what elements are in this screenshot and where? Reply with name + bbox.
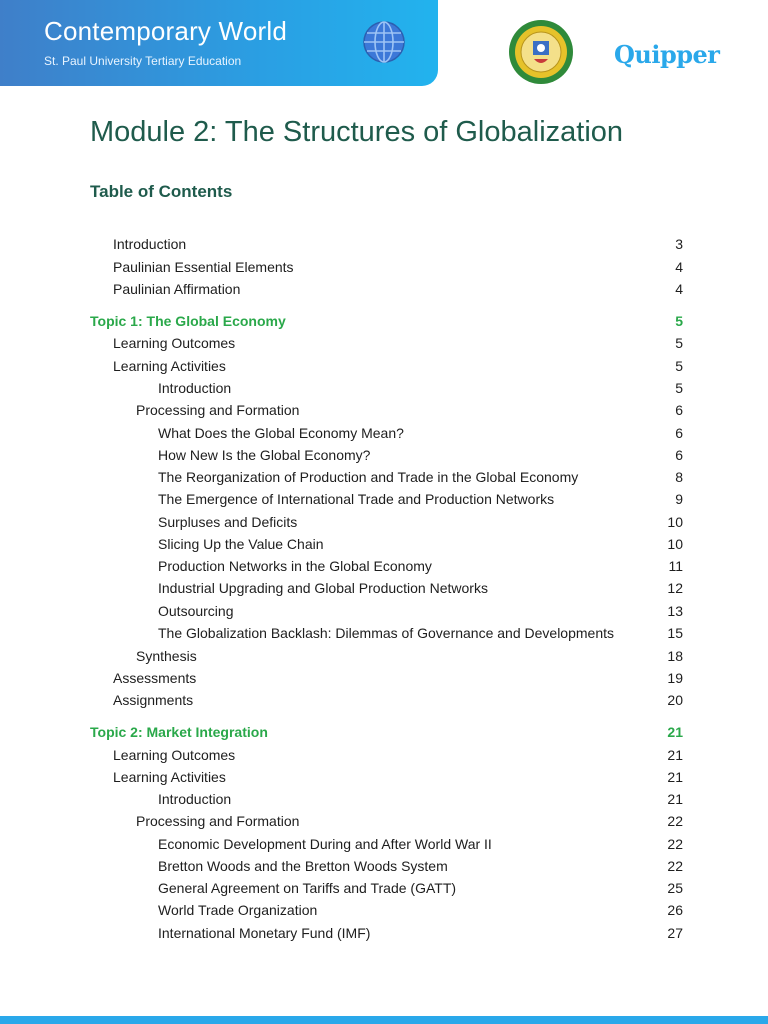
- toc-page-number: 8: [675, 469, 683, 485]
- toc-entry-label: Economic Development During and After World War II: [158, 836, 492, 852]
- toc-page-number: 10: [667, 536, 683, 552]
- toc-entry-label: How New Is the Global Economy?: [158, 447, 371, 463]
- toc-row[interactable]: [0, 234, 768, 254]
- toc-page-number: 5: [675, 358, 683, 374]
- toc-row[interactable]: [0, 534, 768, 554]
- toc-row[interactable]: [0, 512, 768, 532]
- toc-entry-label: International Monetary Fund (IMF): [158, 925, 371, 941]
- toc-page-number: 12: [667, 580, 683, 596]
- toc-row[interactable]: [0, 578, 768, 598]
- toc-row[interactable]: [0, 900, 768, 920]
- globe-icon: [362, 20, 406, 64]
- toc-page-number: 5: [675, 335, 683, 351]
- toc-page-number: 21: [667, 769, 683, 785]
- toc-row[interactable]: [0, 445, 768, 465]
- toc-entry-label: Production Networks in the Global Economy: [158, 558, 432, 574]
- header-banner: [0, 0, 438, 86]
- toc-entry-label: Bretton Woods and the Bretton Woods System: [158, 858, 448, 874]
- toc-page-number: 13: [667, 603, 683, 619]
- toc-page-number: 15: [667, 625, 683, 641]
- toc-entry-label: Topic 2: Market Integration: [90, 724, 268, 740]
- toc-entry-label: Learning Outcomes: [113, 747, 236, 763]
- institution-name: St. Paul University Tertiary Education: [44, 54, 242, 68]
- toc-page-number: 22: [667, 858, 683, 874]
- toc-row[interactable]: [0, 356, 768, 376]
- toc-entry-label: World Trade Organization: [158, 902, 318, 918]
- toc-entry-label: The Globalization Backlash: Dilemmas of Governance and Developments: [158, 625, 615, 641]
- toc-row[interactable]: [0, 668, 768, 688]
- toc-page-number: 21: [667, 747, 683, 763]
- toc-row[interactable]: [0, 690, 768, 710]
- toc-entry-label: Topic 1: The Global Economy: [90, 313, 286, 329]
- toc-row[interactable]: [0, 856, 768, 876]
- toc-entry-label: Introduction: [158, 791, 232, 807]
- toc-entry-label: Learning Activities: [113, 769, 226, 785]
- toc-heading: Table of Contents: [90, 182, 233, 201]
- toc-page-number: 3: [675, 236, 683, 252]
- toc-page-number: 4: [675, 259, 683, 275]
- toc-page-number: 22: [667, 836, 683, 852]
- toc-entry-label: Industrial Upgrading and Global Production Networks: [158, 580, 488, 596]
- toc-page-number: 27: [667, 925, 683, 941]
- toc-row[interactable]: [0, 333, 768, 353]
- toc-page-number: 6: [675, 447, 683, 463]
- toc-entry-label: Introduction: [113, 236, 187, 252]
- toc-row[interactable]: [0, 623, 768, 643]
- toc-entry-label: What Does the Global Economy Mean?: [158, 425, 404, 441]
- toc-entry-label: Slicing Up the Value Chain: [158, 536, 324, 552]
- toc-row[interactable]: [0, 646, 768, 666]
- toc-page-number: 10: [667, 514, 683, 530]
- quipper-logo: Quipper: [614, 40, 720, 69]
- toc-row[interactable]: [0, 423, 768, 443]
- toc-row[interactable]: [0, 767, 768, 787]
- toc-row[interactable]: [0, 257, 768, 277]
- toc-row[interactable]: [0, 745, 768, 765]
- toc-entry-label: Assessments: [113, 670, 197, 686]
- toc-entry-label: Paulinian Affirmation: [113, 281, 241, 297]
- toc-entry-label: Assignments: [113, 692, 194, 708]
- toc-topic-row[interactable]: [0, 311, 768, 331]
- toc-entry-label: Learning Outcomes: [113, 335, 236, 351]
- toc-row[interactable]: [0, 489, 768, 509]
- toc-page-number: 22: [667, 813, 683, 829]
- toc-page-number: 6: [675, 402, 683, 418]
- toc-entry-label: Synthesis: [136, 648, 197, 664]
- toc-entry-label: The Emergence of International Trade and Production Networks: [158, 491, 555, 507]
- toc-page-number: 5: [675, 380, 683, 396]
- toc-entry-label: The Reorganization of Production and Trade in the Global Economy: [158, 469, 579, 485]
- toc-entry-label: Processing and Formation: [136, 402, 300, 418]
- toc-page-number: 26: [667, 902, 683, 918]
- toc-row[interactable]: [0, 378, 768, 398]
- toc-row[interactable]: [0, 556, 768, 576]
- toc-row[interactable]: [0, 467, 768, 487]
- toc-page-number: 25: [667, 880, 683, 896]
- toc-row[interactable]: [0, 789, 768, 809]
- toc-entry-label: Paulinian Essential Elements: [113, 259, 294, 275]
- module-title: Module 2: The Structures of Globalization: [90, 116, 624, 148]
- toc-entry-label: General Agreement on Tariffs and Trade (GATT): [158, 880, 457, 896]
- toc-row[interactable]: [0, 923, 768, 943]
- toc-page-number: 18: [667, 648, 683, 664]
- university-seal-icon: [508, 19, 574, 85]
- toc-page-number: 21: [667, 791, 683, 807]
- toc-entry-label: Learning Activities: [113, 358, 226, 374]
- toc-entry-label: Outsourcing: [158, 603, 234, 619]
- toc-page-number: 5: [675, 313, 683, 329]
- toc-page-number: 11: [668, 558, 683, 574]
- course-title: Contemporary World: [44, 16, 287, 46]
- toc-entry-label: Introduction: [158, 380, 232, 396]
- toc-row[interactable]: [0, 400, 768, 420]
- toc-row[interactable]: [0, 834, 768, 854]
- toc-entry-label: Surpluses and Deficits: [158, 514, 298, 530]
- footer-bar: [0, 1016, 768, 1024]
- toc-entry-label: Processing and Formation: [136, 813, 300, 829]
- toc-topic-row[interactable]: [0, 722, 768, 742]
- toc-page-number: 20: [667, 692, 683, 708]
- toc-row[interactable]: [0, 878, 768, 898]
- toc-page-number: 4: [675, 281, 683, 297]
- toc-row[interactable]: [0, 601, 768, 621]
- toc-row[interactable]: [0, 279, 768, 299]
- toc-row[interactable]: [0, 811, 768, 831]
- toc-page-number: 6: [675, 425, 683, 441]
- toc-page-number: 19: [667, 670, 683, 686]
- toc-page-number: 9: [675, 491, 683, 507]
- toc-page-number: 21: [667, 724, 683, 740]
